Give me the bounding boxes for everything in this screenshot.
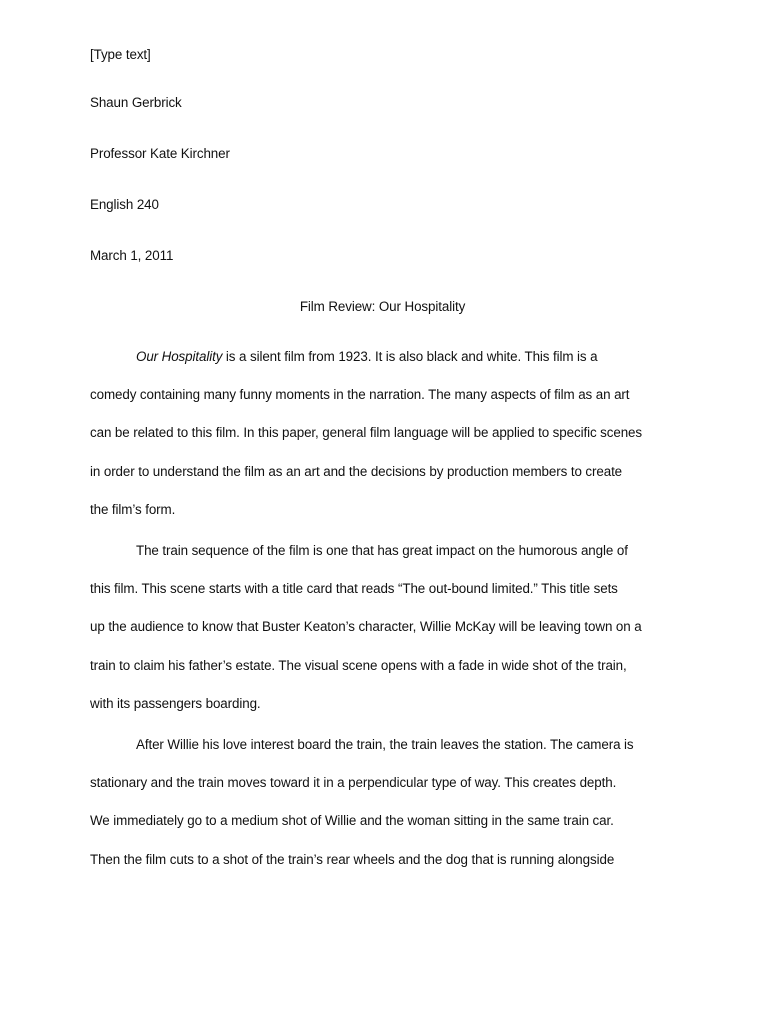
paragraph-line: can be related to this film. In this paper, general film language will be applied to specific scenes <box>90 425 642 441</box>
paragraph-line: Then the film cuts to a shot of the train’s rear wheels and the dog that is running alongside <box>90 851 615 867</box>
header-placeholder[interactable]: [Type text] <box>90 47 151 62</box>
paragraph-line: with its passengers boarding. <box>90 695 261 711</box>
paragraph-line: in order to understand the film as an art and the decisions by production members to create <box>90 463 623 479</box>
document-body <box>90 45 690 892</box>
film-title-italic: Our Hospitality <box>136 349 223 364</box>
paragraph-line: this film. This scene starts with a title card that reads “The out-bound limited.” This title sets <box>90 581 618 597</box>
professor-name: Professor Kate Kirchner <box>90 146 230 161</box>
paragraph-line: train to claim his father’s estate. The visual scene opens with a fade in wide shot of the train, <box>90 657 627 673</box>
paragraph-3 <box>90 726 680 879</box>
document-date: March 1, 2011 <box>90 248 174 263</box>
paragraph-line: The train sequence of the film is one that has great impact on the humorous angle of <box>136 543 628 559</box>
paragraph-line: the film’s form. <box>90 501 176 517</box>
paragraph-2 <box>90 532 680 723</box>
paragraph-line: up the audience to know that Buster Keaton’s character, Willie McKay will be leaving town on a <box>90 619 642 635</box>
paragraph-line: After Willie his love interest board the train, the train leaves the station. The camera is <box>136 737 634 753</box>
paragraph-1 <box>90 338 680 529</box>
paper-title: Film Review: Our Hospitality <box>299 299 466 314</box>
course-name: English 240 <box>90 197 159 212</box>
author-name: Shaun Gerbrick <box>90 95 182 110</box>
paragraph-line: comedy containing many funny moments in the narration. The many aspects of film as an art <box>90 387 630 403</box>
paragraph-line: stationary and the train moves toward it in a perpendicular type of way. This creates depth. <box>90 775 617 791</box>
paragraph-line: We immediately go to a medium shot of Willie and the woman sitting in the same train car. <box>90 813 614 829</box>
paragraph-line: Our Hospitality is a silent film from 1923. It is also black and white. This film is a <box>136 349 598 364</box>
